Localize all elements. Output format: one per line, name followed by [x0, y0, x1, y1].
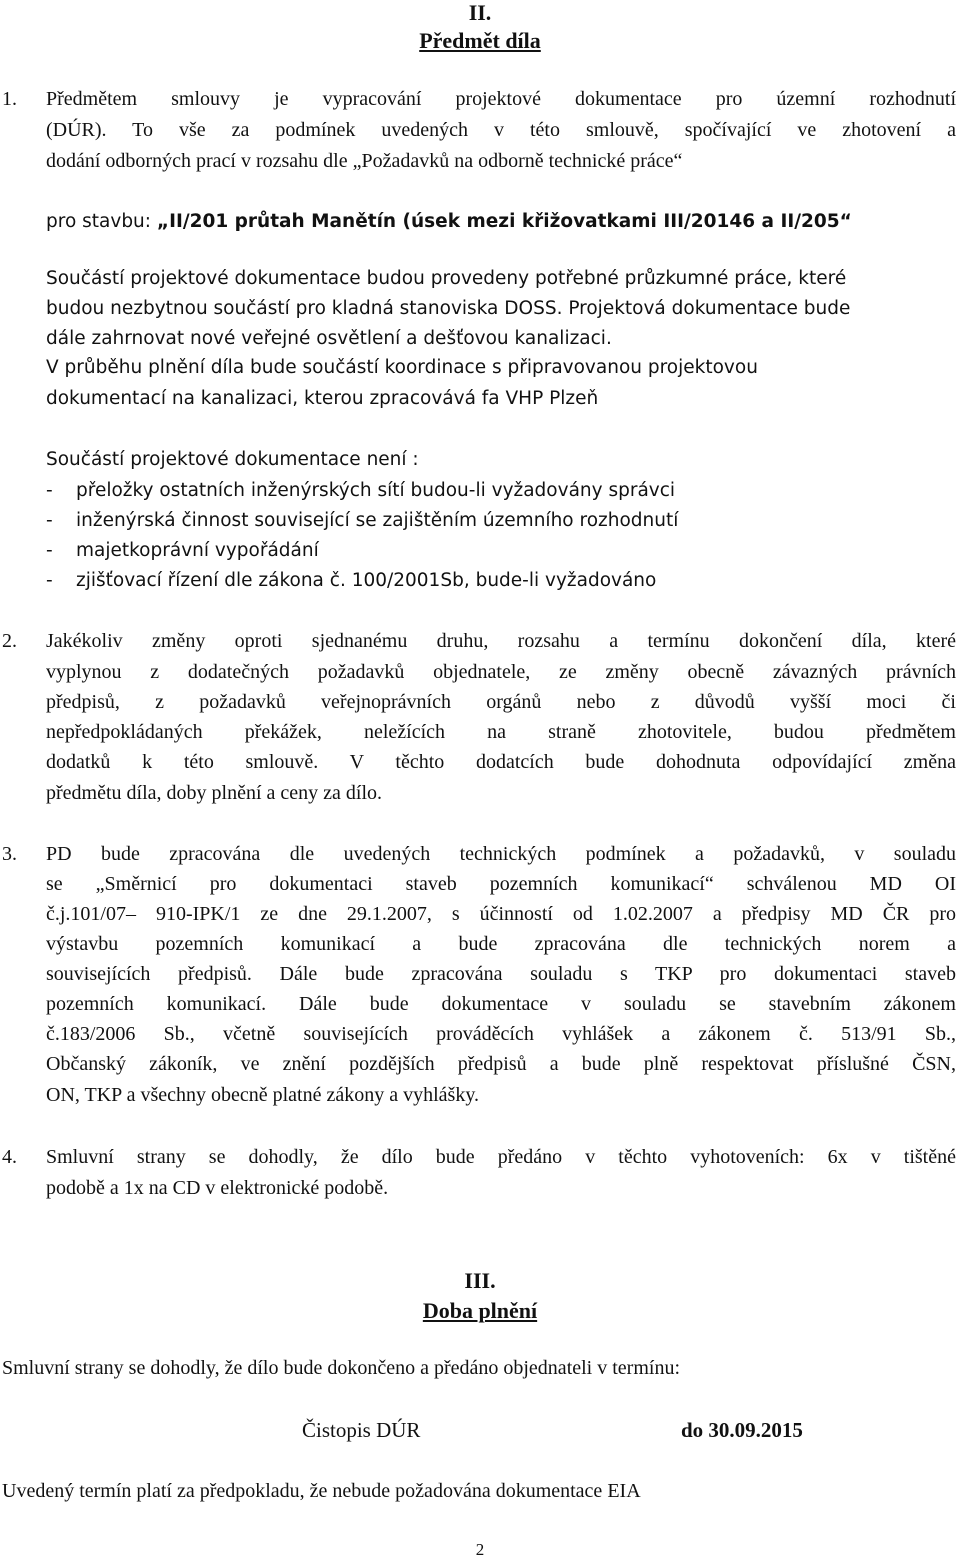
item-2-line-4: nepředpokládaných překážek, neležících na straně zhotovitele, budou předmětem [46, 721, 956, 743]
item-2-line-1: Jakékoliv změny oproti sjednanému druhu, rozsahu a termínu dokončení díla, které [46, 630, 956, 652]
item-3-line-4: výstavbu pozemních komunikací a bude zpracována dle technických norem a [46, 933, 956, 955]
section-title: Předmět díla [419, 28, 541, 53]
item-number: 2. [2, 630, 17, 652]
stavba-name: „II/201 průtah Manětín (úsek mezi křižovatkami III/20146 a II/205“ [156, 211, 852, 232]
item-3-line-7: č.183/2006 Sb., včetně souvisejících prováděcích vyhlášek a zákonem č. 513/91 Sb., [46, 1023, 956, 1045]
item-3-line-2: se „Směrnicí pro dokumentaci staveb pozemních komunikací“ schválenou MD OI [46, 873, 956, 895]
para-line-3: dále zahrnovat nové veřejné osvětlení a dešťovou kanalizaci. [46, 328, 612, 349]
item-number: 4. [2, 1146, 17, 1168]
item-3-line-1: PD bude zpracována dle uvedených technických podmínek a požadavků, v souladu [46, 843, 956, 865]
excluded-item-1: přeložky ostatních inženýrských sítí budou-li vyžadovány správci [76, 480, 676, 501]
excluded-dash: - [46, 480, 53, 501]
stavba-line [46, 211, 852, 232]
item-3-line-6: pozemních komunikací. Dále bude dokumentace v souladu se stavebním zákonem [46, 993, 956, 1015]
excluded-heading: Součástí projektové dokumentace není : [46, 449, 419, 470]
para-line-5: dokumentací na kanalizaci, kterou zpracovává fa VHP Plzeň [46, 388, 599, 409]
excluded-item-4: zjišťovací řízení dle zákona č. 100/2001Sb, bude-li vyžadováno [76, 570, 657, 591]
item-2-line-2: vyplynou z dodatečných požadavků objednatele, ze změny obecně závazných právních [46, 661, 956, 683]
item-3-line-3: č.j.101/07– 910-IPK/1 ze dne 29.1.2007, s účinností od 1.02.2007 a předpisy MD ČR pro [46, 903, 956, 925]
excluded-dash: - [46, 570, 53, 591]
item-2-line-5: dodatků k této smlouvě. V těchto dodatcích bude dohodnuta odpovídající změna [46, 751, 956, 773]
item-number: 3. [2, 843, 17, 865]
deadline-label: Čistopis DÚR [302, 1418, 421, 1442]
item-1-line-3: dodání odborných prací v rozsahu dle „Požadavků na odborně technické práce“ [46, 150, 683, 172]
item-2-line-6: předmětu díla, doby plnění a ceny za dílo. [46, 782, 383, 804]
item-4-line-1: Smluvní strany se dohodly, že dílo bude předáno v těchto vyhotoveních: 6x v tištěné [46, 1146, 956, 1168]
stavba-label: pro stavbu: [46, 211, 152, 232]
deadline-date: do 30.09.2015 [681, 1418, 803, 1442]
page-number: 2 [475, 1540, 485, 1559]
para-line-1: Součástí projektové dokumentace budou provedeny potřebné průzkumné práce, které [46, 268, 847, 289]
excluded-dash: - [46, 540, 53, 561]
section-roman-numeral: II. [468, 0, 492, 25]
excluded-dash: - [46, 510, 53, 531]
item-3-line-9: ON, TKP a všechny obecně platné zákony a vyhlášky. [46, 1084, 480, 1106]
section-title: Doba plnění [422, 1298, 538, 1323]
item-3-line-5: souvisejících předpisů. Dále bude zpracována souladu s TKP pro dokumentaci staveb [46, 963, 956, 985]
section-roman-numeral: III. [464, 1268, 496, 1293]
excluded-item-3: majetkoprávní vypořádání [76, 540, 319, 561]
item-3-line-8: Občanský zákoník, ve znění pozdějších předpisů a bude plně respektovat příslušné ČSN, [46, 1053, 956, 1075]
excluded-item-2: inženýrská činnost související se zajištěním územního rozhodnutí [76, 510, 679, 531]
para-line-4: V průběhu plnění díla bude součástí koordinace s připravovanou projektovou [46, 357, 758, 378]
item-1-line-1: Předmětem smlouvy je vypracování projektové dokumentace pro územní rozhodnutí [46, 88, 956, 110]
para-line-2: budou nezbytnou součástí pro kladná stanoviska DOSS. Projektová dokumentace bude [46, 298, 851, 319]
item-1-line-2: (DÚR). To vše za podmínek uvedených v této smlouvě, spočívající ve zhotovení a [46, 119, 956, 141]
item-2-line-3: předpisů, z požadavků veřejnoprávních orgánů nebo z důvodů vyšší moci či [46, 691, 956, 713]
item-number: 1. [2, 88, 17, 110]
item-4-line-2: podobě a 1x na CD v elektronické podobě. [46, 1177, 389, 1199]
deadline-note: Uvedený termín platí za předpokladu, že nebude požadována dokumentace EIA [2, 1480, 641, 1502]
deadline-intro: Smluvní strany se dohodly, že dílo bude dokončeno a předáno objednateli v termínu: [2, 1357, 680, 1379]
